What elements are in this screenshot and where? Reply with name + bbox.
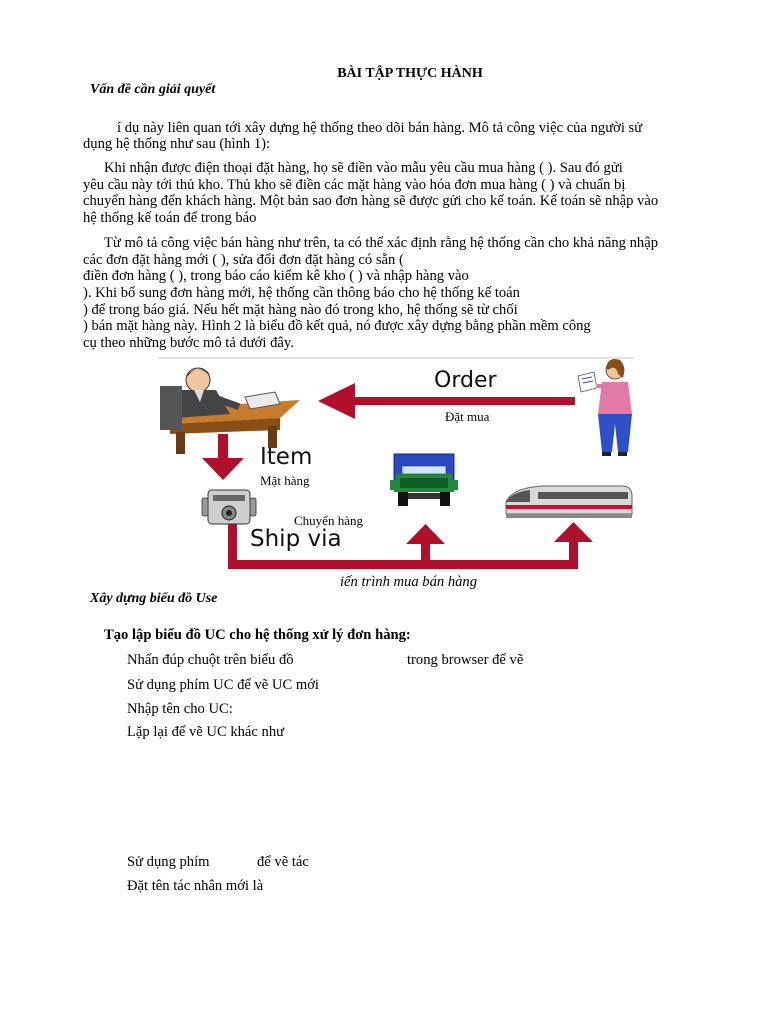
step-5-text: Sử dụng phím [127, 854, 210, 870]
para3-line6: ) bán mặt hàng này. Hình 2 là biểu đồ kết quả, nó được xây dựng bằng phần mềm công [83, 318, 591, 334]
step-5-text-end: để vẽ tác [257, 854, 309, 870]
para2-line4: hệ thống kế toán để trong báo [83, 210, 257, 226]
uc-creation-heading: Tạo lập biểu đồ UC cho hệ thống xử lý đơn hàng: [104, 627, 411, 643]
step-3-text: Nhập tên cho UC: [127, 701, 233, 717]
sales-process-diagram [150, 352, 640, 592]
delivery-truck-icon [390, 454, 458, 506]
diagram-graphics [150, 352, 640, 592]
para3-line5: ) để trong báo giá. Nếu hết mặt hàng nào đó trong kho, hệ thống sẽ từ chối [83, 302, 518, 318]
section-heading-use-case: Xây dựng biểu đồ Use [90, 591, 218, 606]
order-label-vi: Đặt mua [445, 409, 490, 424]
step-6-text: Đặt tên tác nhân mới là [127, 878, 264, 894]
ship-label-vi: Chuyển hàng [294, 513, 363, 528]
train-icon [506, 486, 632, 518]
figure-caption: iến trình mua bán hàng [340, 574, 478, 590]
para2-line1: Khi nhận được điện thoại đặt hàng, họ sẽ điền vào mẫu yêu cầu mua hàng ( ). Sau đó gửi [104, 160, 623, 176]
para3-line2: các đơn đặt hàng mới ( ), sửa đổi đơn đặt hàng có sẵn ( [83, 252, 404, 268]
para1-line2: dụng hệ thống như sau (hình 1): [83, 136, 271, 152]
step-1-text: Nhấn đúp chuột trên biểu đồ [127, 652, 294, 668]
step-1-text-end: trong browser để vẽ [407, 652, 524, 668]
item-product-icon [202, 490, 256, 524]
section-heading-problem: Vấn đề cần giải quyết [90, 82, 216, 97]
clerk-at-desk-icon [160, 368, 300, 454]
para3-line4: ). Khi bổ sung đơn hàng mới, hệ thống cần thông báo cho hệ thống kế toán [83, 285, 520, 301]
para1-line1: í dụ này liên quan tới xây dựng hệ thống theo dõi bán hàng. Mô tả công việc của người sử [117, 120, 643, 136]
step-4-text: Lặp lại để vẽ UC khác như [127, 724, 285, 740]
order-label: Order [434, 368, 497, 393]
item-down-arrow [202, 434, 244, 480]
doc-title: BÀI TẬP THỰC HÀNH [337, 66, 483, 81]
step-2-text: Sử dụng phím UC để vẽ UC mới [127, 677, 319, 693]
item-label-vi: Mặt hàng [260, 473, 310, 488]
para3-line1: Từ mô tả công việc bán hàng như trên, ta có thể xác định rằng hệ thống cần cho khả năng nhập [104, 235, 658, 251]
item-label: Item [260, 444, 313, 470]
para2-line2: yêu cầu này tới thủ kho. Thủ kho sẽ điền các mặt hàng vào hóa đơn mua hàng ( ) và chuẩn bị [83, 177, 626, 193]
para3-line3: điền đơn hàng ( ), trong báo cáo kiểm kê kho ( ) và nhập hàng vào [83, 268, 469, 284]
para3-line7: cụ theo những bước mô tả dưới đây. [83, 335, 294, 351]
customer-woman-icon [578, 359, 632, 456]
para2-line3: chuyển hàng đến khách hàng. Một bản sao đơn hàng sẽ được gửi cho kế toán. Kế toán sẽ nhập vào [83, 193, 659, 209]
ship-via-label: Ship via [250, 526, 342, 552]
